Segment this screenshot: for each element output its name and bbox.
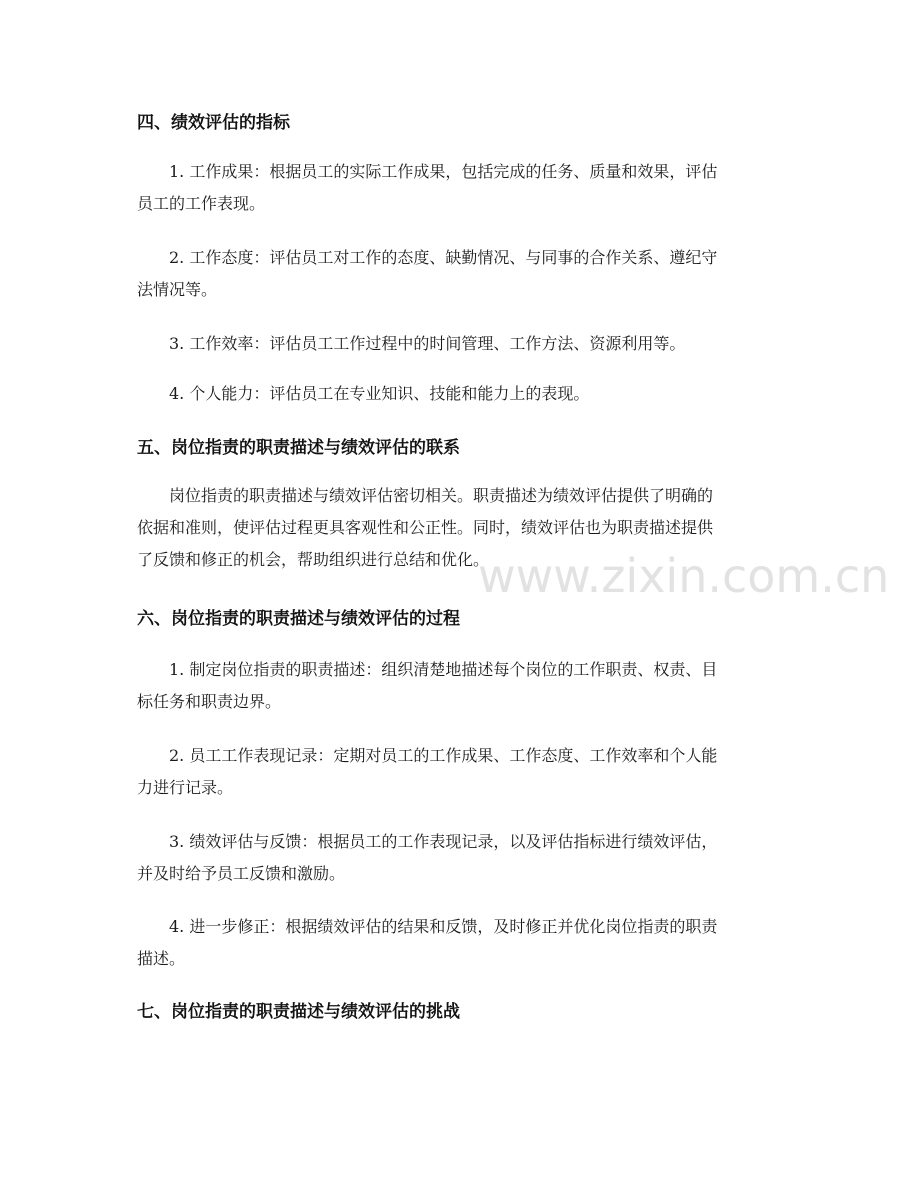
list-item-4-1 [137,156,787,220]
list-item-6-2 [137,740,787,804]
paragraph-line: 了反馈和修正的机会，帮助组织进行总结和优化。 [137,550,490,569]
list-item-line: 标任务和职责边界。 [137,692,282,711]
section-heading-4: 四、绩效评估的指标 [137,113,290,133]
list-item-6-1 [137,654,787,718]
paragraph-line: 岗位指责的职责描述与绩效评估密切相关。职责描述为绩效评估提供了明确的 [169,486,714,505]
list-item-line: 1. 工作成果：根据员工的实际工作成果，包括完成的任务、质量和效果，评估 [169,162,718,181]
section-heading-5: 五、岗位指责的职责描述与绩效评估的联系 [137,438,460,458]
list-item-line: 并及时给予员工反馈和激励。 [137,864,346,883]
paragraph-line: 依据和准则，使评估过程更具客观性和公正性。同时，绩效评估也为职责描述提供 [137,518,714,537]
watermark: www.zixin.com.cn [478,549,890,603]
list-item-line: 4. 个人能力：评估员工在专业知识、技能和能力上的表现。 [169,384,590,403]
list-item-line: 法情况等。 [137,280,218,299]
list-item-line: 2. 工作态度：评估员工对工作的态度、缺勤情况、与同事的合作关系、遵纪守 [169,248,718,267]
list-item-6-3 [137,826,787,890]
list-item-line: 3. 工作效率：评估员工工作过程中的时间管理、工作方法、资源利用等。 [169,334,686,353]
list-item-line: 3. 绩效评估与反馈：根据员工的工作表现记录，以及评估指标进行绩效评估， [169,832,718,851]
list-item-line: 4. 进一步修正：根据绩效评估的结果和反馈，及时修正并优化岗位指责的职责 [169,917,718,936]
list-item-line: 力进行记录。 [137,778,234,797]
list-item-4-3 [137,328,787,360]
paragraph-5 [137,480,787,576]
list-item-line: 1. 制定岗位指责的职责描述：组织清楚地描述每个岗位的工作职责、权责、目 [169,660,718,679]
list-item-line: 2. 员工工作表现记录：定期对员工的工作成果、工作态度、工作效率和个人能 [169,746,718,765]
list-item-line: 描述。 [137,949,186,968]
list-item-line: 员工的工作表现。 [137,194,266,213]
list-item-4-4 [137,378,787,410]
section-heading-6: 六、岗位指责的职责描述与绩效评估的过程 [137,609,460,629]
list-item-4-2 [137,242,787,306]
list-item-6-4 [137,911,787,975]
section-heading-7: 七、岗位指责的职责描述与绩效评估的挑战 [137,1002,460,1022]
